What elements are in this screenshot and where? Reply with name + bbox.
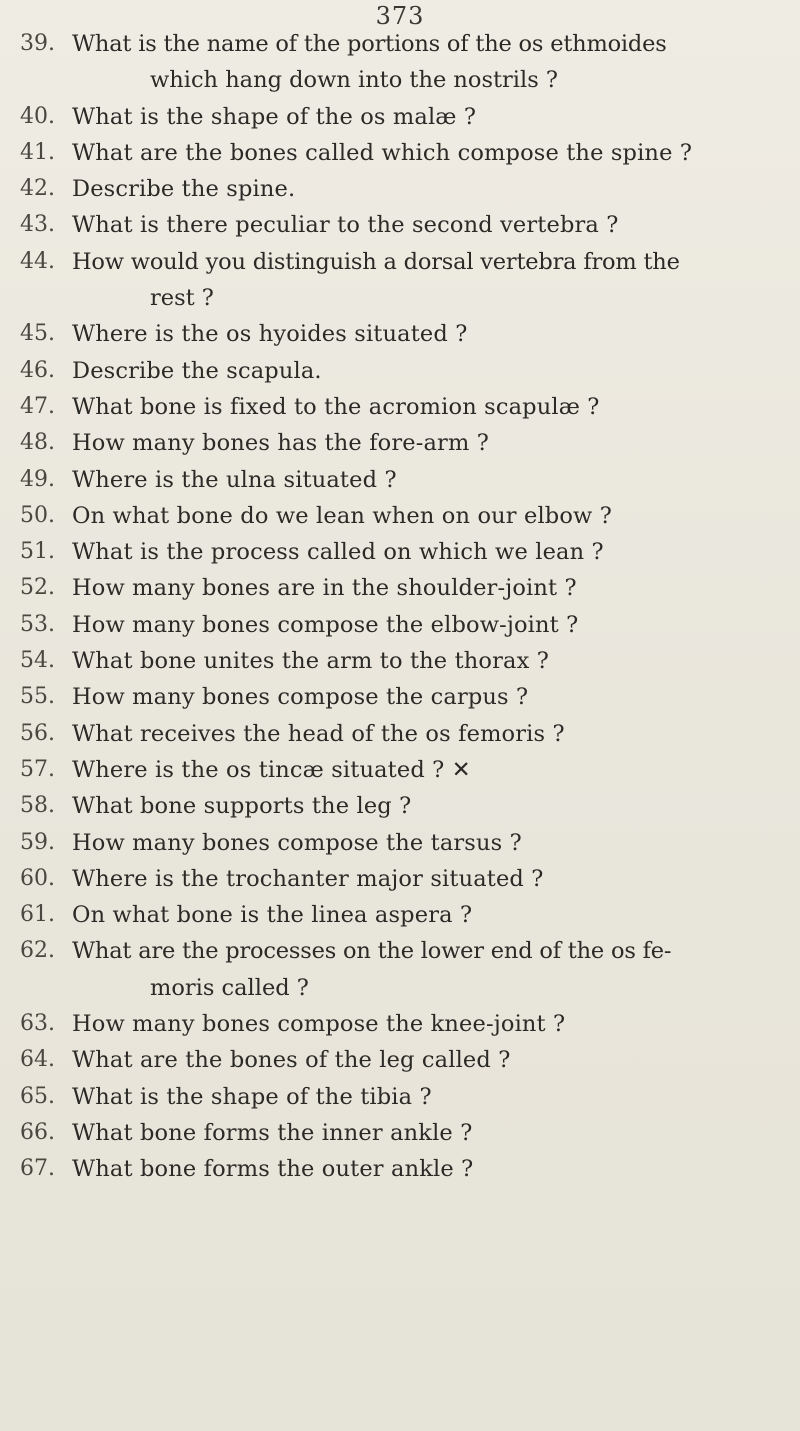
question-text: How many bones compose the carpus ? (72, 684, 529, 711)
question-number: 45. (20, 321, 55, 347)
question-item (0, 425, 800, 461)
question-number: 40. (20, 103, 55, 129)
question-item (0, 1006, 800, 1042)
question-item (0, 679, 800, 715)
question-item (0, 135, 800, 171)
question-number: 48. (20, 430, 55, 456)
question-number: 63. (20, 1011, 55, 1037)
question-text: What are the bones called which compose the spine ? (72, 139, 693, 166)
question-item (0, 716, 800, 752)
question-item (0, 788, 800, 824)
question-number: 64. (20, 1047, 55, 1073)
question-list (0, 26, 800, 1188)
question-item (0, 316, 800, 352)
question-text: How many bones compose the elbow-joint ? (72, 611, 579, 638)
question-item (0, 99, 800, 135)
question-text: Where is the ulna situated ? (72, 466, 397, 493)
question-text: What are the bones of the leg called ? (72, 1047, 511, 1074)
question-item (0, 462, 800, 498)
question-item (0, 171, 800, 207)
question-item (0, 752, 800, 788)
question-text: Describe the spine. (72, 176, 296, 203)
question-text: What bone supports the leg ? (72, 793, 412, 820)
question-item (0, 607, 800, 643)
question-number: 62. (20, 938, 55, 964)
question-text: What is there peculiar to the second vertebra ? (72, 212, 619, 239)
question-continuation: moris called ? (150, 974, 309, 1001)
page-number: 373 (375, 2, 425, 30)
question-item (0, 389, 800, 425)
question-number: 53. (20, 611, 55, 637)
question-continuation: which hang down into the nostrils ? (150, 67, 558, 94)
question-number: 43. (20, 212, 55, 238)
question-number: 42. (20, 176, 55, 202)
question-text: How many bones compose the knee-joint ? (72, 1011, 566, 1038)
question-text: What are the processes on the lower end of the os fe- (72, 938, 672, 965)
question-item (0, 1042, 800, 1078)
question-item (0, 498, 800, 534)
question-item (0, 933, 800, 1006)
question-item (0, 534, 800, 570)
question-number: 39. (20, 31, 55, 56)
question-text: How would you distinguish a dorsal vertebra from the (72, 248, 680, 275)
question-text: Describe the scapula. (72, 357, 322, 384)
question-number: 47. (20, 393, 55, 419)
question-number: 44. (20, 248, 55, 274)
question-item (0, 825, 800, 861)
question-number: 66. (20, 1119, 55, 1145)
question-item (0, 353, 800, 389)
question-number: 67. (20, 1156, 55, 1182)
question-item (0, 643, 800, 679)
question-text: On what bone is the linea aspera ? (72, 902, 473, 929)
question-number: 51. (20, 539, 55, 565)
question-number: 57. (20, 756, 55, 782)
question-continuation: rest ? (150, 285, 214, 312)
question-item (0, 244, 800, 317)
question-number: 49. (20, 466, 55, 492)
question-number: 61. (20, 902, 55, 928)
question-text: What bone is fixed to the acromion scapulæ ? (72, 393, 600, 420)
question-text: What is the shape of the tibia ? (72, 1083, 432, 1110)
question-item (0, 207, 800, 243)
question-number: 50. (20, 502, 55, 528)
question-text: Where is the trochanter major situated ? (72, 865, 544, 892)
question-number: 56. (20, 720, 55, 746)
question-text: On what bone do we lean when on our elbow ? (72, 502, 612, 529)
question-number: 60. (20, 865, 55, 891)
question-text: What bone unites the arm to the thorax ? (72, 648, 549, 675)
question-item (0, 1079, 800, 1115)
question-text: What receives the head of the os femoris ? (72, 720, 565, 747)
question-number: 46. (20, 357, 55, 383)
question-text: What is the shape of the os malæ ? (72, 103, 477, 130)
question-text: How many bones compose the tarsus ? (72, 829, 522, 856)
question-item (0, 570, 800, 606)
question-text: Where is the os hyoides situated ? (72, 321, 468, 348)
question-number: 55. (20, 684, 55, 710)
question-text: What is the process called on which we lean ? (72, 539, 604, 566)
question-text: How many bones are in the shoulder-joint ? (72, 575, 577, 602)
question-item (0, 26, 800, 99)
question-number: 54. (20, 648, 55, 674)
question-number: 41. (20, 139, 55, 165)
question-text: What bone forms the inner ankle ? (72, 1119, 473, 1146)
question-number: 65. (20, 1083, 55, 1109)
question-item (0, 1115, 800, 1151)
question-item (0, 1151, 800, 1187)
question-item (0, 861, 800, 897)
question-text: What is the name of the portions of the os ethmoides (72, 31, 667, 57)
question-text: Where is the os tincæ situated ? ✕ (72, 756, 471, 783)
question-text: How many bones has the fore-arm ? (72, 430, 489, 457)
question-item (0, 897, 800, 933)
question-text: What bone forms the outer ankle ? (72, 1156, 474, 1183)
question-number: 52. (20, 575, 55, 601)
question-number: 58. (20, 793, 55, 819)
question-number: 59. (20, 829, 55, 855)
